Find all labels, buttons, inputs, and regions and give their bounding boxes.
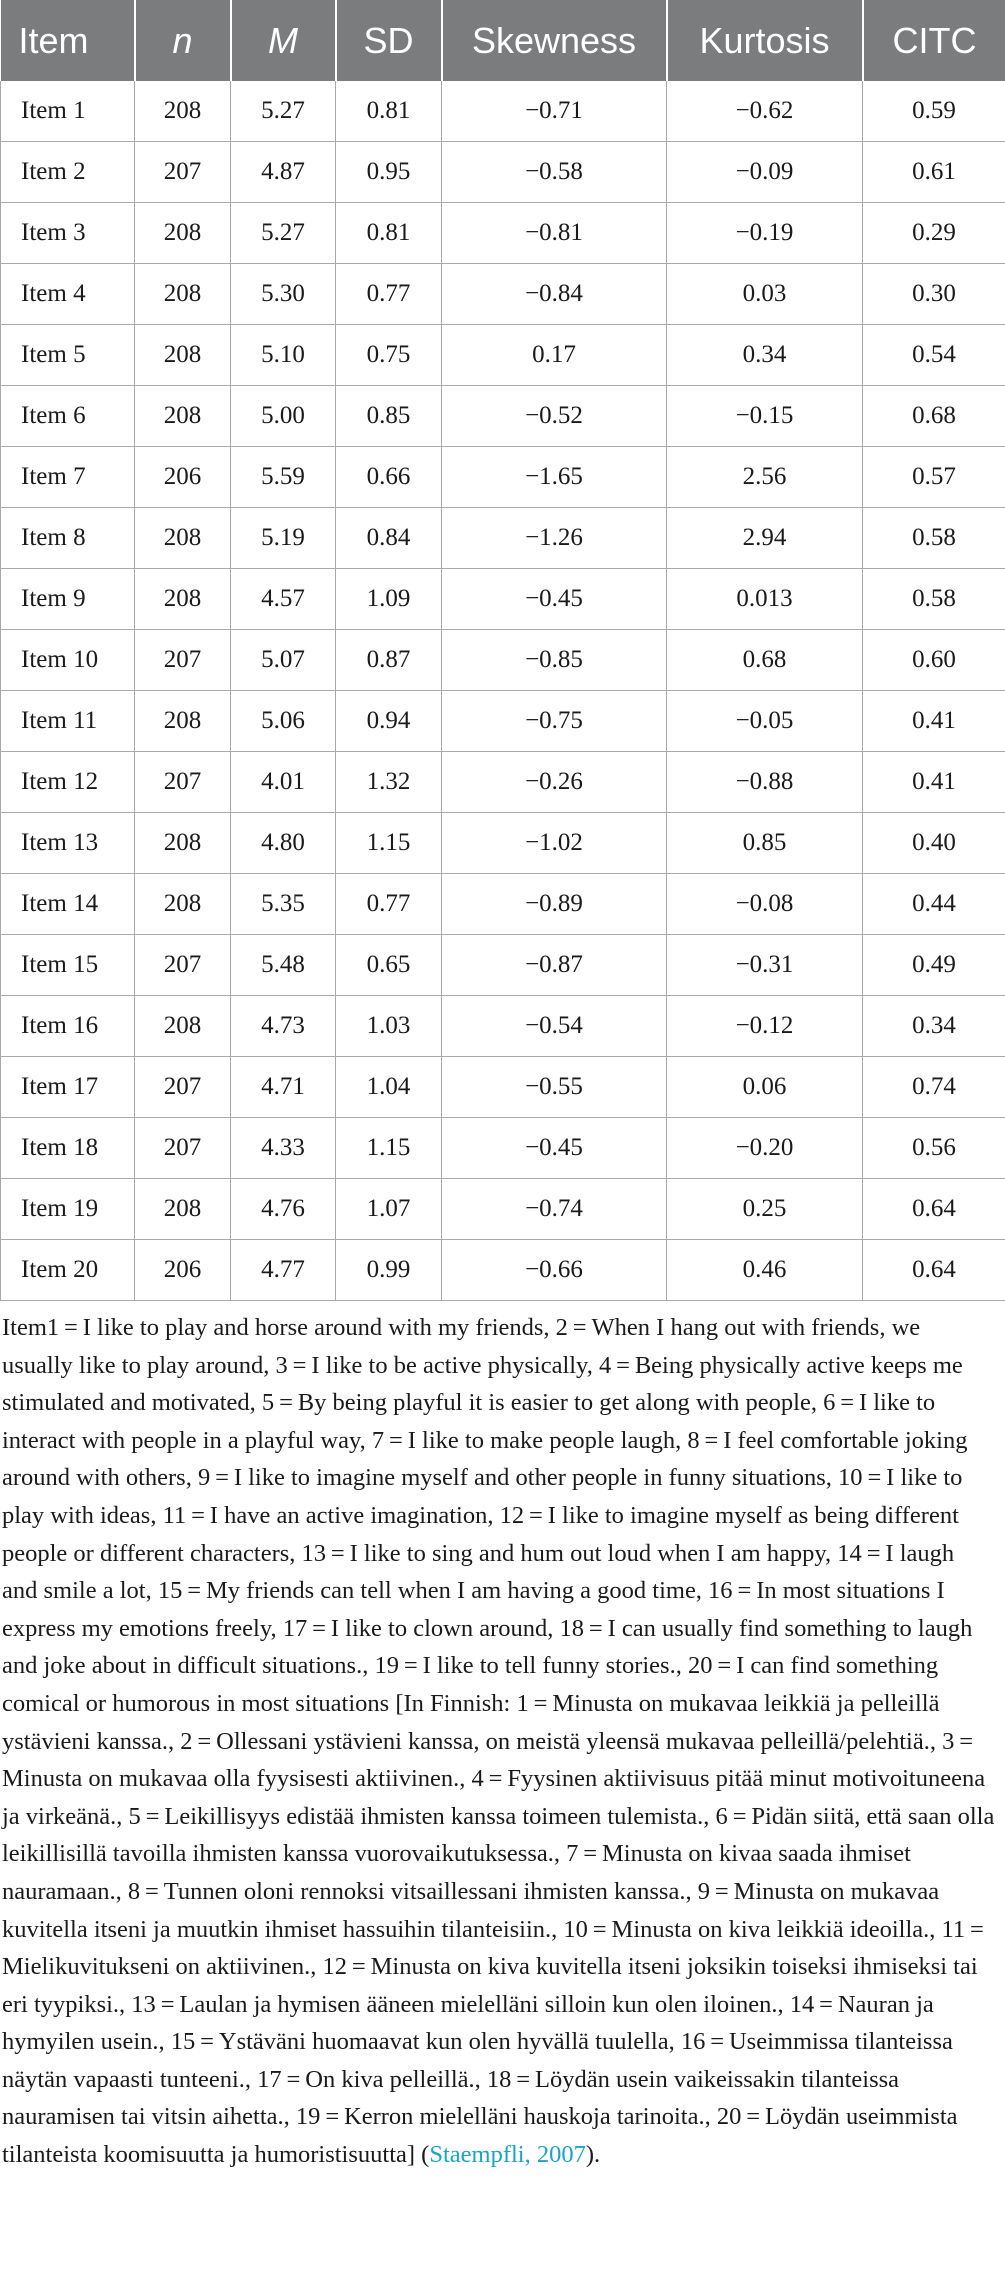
- item-cell: Item 12: [1, 752, 135, 813]
- sd-cell: 1.09: [336, 569, 442, 630]
- mean-cell: 4.73: [231, 996, 336, 1057]
- item-cell: Item 13: [1, 813, 135, 874]
- kurtosis-cell: 0.68: [667, 630, 863, 691]
- n-cell: 207: [135, 1118, 231, 1179]
- mean-cell: 5.27: [231, 81, 336, 142]
- citc-cell: 0.40: [863, 813, 1005, 874]
- sd-cell: 1.15: [336, 813, 442, 874]
- mean-cell: 5.07: [231, 630, 336, 691]
- table-row: [1, 630, 1005, 691]
- table-row: [1, 264, 1005, 325]
- header-citc: CITC: [863, 0, 1005, 81]
- n-cell: 207: [135, 142, 231, 203]
- citc-cell: 0.30: [863, 264, 1005, 325]
- citc-cell: 0.56: [863, 1118, 1005, 1179]
- item-cell: Item 5: [1, 325, 135, 386]
- item-cell: Item 17: [1, 1057, 135, 1118]
- mean-cell: 5.27: [231, 203, 336, 264]
- sd-cell: 0.84: [336, 508, 442, 569]
- item-cell: Item 11: [1, 691, 135, 752]
- table-row: [1, 81, 1005, 142]
- sd-cell: 0.95: [336, 142, 442, 203]
- item-cell: Item 3: [1, 203, 135, 264]
- citc-cell: 0.74: [863, 1057, 1005, 1118]
- skewness-cell: −0.45: [442, 569, 667, 630]
- header-n: n: [135, 0, 231, 81]
- skewness-cell: −1.02: [442, 813, 667, 874]
- item-cell: Item 4: [1, 264, 135, 325]
- kurtosis-cell: 0.46: [667, 1240, 863, 1301]
- item-cell: Item 7: [1, 447, 135, 508]
- n-cell: 206: [135, 447, 231, 508]
- citc-cell: 0.41: [863, 752, 1005, 813]
- item-cell: Item 2: [1, 142, 135, 203]
- citc-cell: 0.58: [863, 569, 1005, 630]
- item-cell: Item 20: [1, 1240, 135, 1301]
- sd-cell: 1.03: [336, 996, 442, 1057]
- citc-cell: 0.41: [863, 691, 1005, 752]
- footnote-closing: ).: [585, 2141, 601, 2169]
- mean-cell: 5.35: [231, 874, 336, 935]
- mean-cell: 4.01: [231, 752, 336, 813]
- item-cell: Item 18: [1, 1118, 135, 1179]
- mean-cell: 4.57: [231, 569, 336, 630]
- table-row: [1, 325, 1005, 386]
- n-cell: 207: [135, 935, 231, 996]
- n-cell: 208: [135, 874, 231, 935]
- n-cell: 207: [135, 752, 231, 813]
- citc-cell: 0.44: [863, 874, 1005, 935]
- table-row: [1, 1179, 1005, 1240]
- skewness-cell: −0.45: [442, 1118, 667, 1179]
- kurtosis-cell: −0.15: [667, 386, 863, 447]
- kurtosis-cell: 0.34: [667, 325, 863, 386]
- table-row: [1, 935, 1005, 996]
- sd-cell: 0.65: [336, 935, 442, 996]
- mean-cell: 5.06: [231, 691, 336, 752]
- sd-cell: 1.07: [336, 1179, 442, 1240]
- sd-cell: 0.85: [336, 386, 442, 447]
- table-row: [1, 142, 1005, 203]
- item-cell: Item 1: [1, 81, 135, 142]
- citc-cell: 0.64: [863, 1179, 1005, 1240]
- citc-cell: 0.54: [863, 325, 1005, 386]
- table-row: [1, 1118, 1005, 1179]
- n-cell: 208: [135, 569, 231, 630]
- skewness-cell: −0.85: [442, 630, 667, 691]
- citc-cell: 0.61: [863, 142, 1005, 203]
- skewness-cell: −0.58: [442, 142, 667, 203]
- footnote-text: Item1 = I like to play and horse around with my friends, 2 = When I hang out with friends, we usually like to play around, 3 = I like to be active physically, 4 = Being physically active keeps me stimulated and motivated, 5 = By being playful it is easier to get along with people, 6 = I like to interact with people in a playful way, 7 = I like to make people laugh, 8 = I feel comfortable joking around with others, 9 = I like to imagine myself and other people in funny situations, 10 = I like to play with ideas, 11 = I have an active imagination, 12 = I like to imagine myself as being different people or different characters, 13 = I like to sing and hum out loud when I am happy, 14 = I laugh and smile a lot, 15 = My friends can tell when I am having a good time, 16 = In most situations I express my emotions freely, 17 = I like to clown around, 18 = I can usually find something to laugh and joke about in difficult situations., 19 = I like to tell funny stories., 20 = I can find something comical or humorous in most situations [In Finnish: 1 = Minusta on mukavaa leikkiä ja pelleillä ystävieni kanssa., 2 = Ollessani ystävieni kanssa, on meistä yleensä mukavaa pelleillä/pelehtiä., 3 = Minusta on mukavaa olla fyysisesti aktiivinen., 4 = Fyysinen aktiivisuus pitää minut motivoituneena ja virkeänä., 5 = Leikillisyys edistää ihmisten kanssa toimeen tulemista., 6 = Pidän siitä, että saan olla leikillisillä tavoilla ihmisten kanssa vuorovaikutuksessa., 7 = Minusta on kivaa saada ihmiset nauramaan., 8 = Tunnen oloni rennoksi vitsaillessani ihmisten kanssa., 9 = Minusta on mukavaa kuvitella itseni ja muutkin ihmiset hassuihin tilanteisiin., 10 = Minusta on kiva leikkiä ideoilla., 11 = Mielikuvitukseni on aktiivinen., 12 = Minusta on kiva kuvitella itseni joksikin toiseksi ihmiseksi tai eri tyypiksi., 13 = Laulan ja hymisen ääneen mielelläni silloin kun olen iloinen., 14 = Nauran ja hymyilen usein., 15 = Ystäväni huomaavat kun olen hyvällä tuulella, 16 = Useimmissa tilanteissa näytän vapaasti tunteeni., 17 = On kiva pelleillä., 18 = Löydän usein vaikeissakin tilanteissa nauramisen tai vitsin aihetta., 19 = Kerron mielelläni hauskoja tarinoita., 20 = Löydän useimmista tilanteista koomisuutta ja humoristisuutta] (: [2, 1314, 995, 2169]
- item-cell: Item 6: [1, 386, 135, 447]
- kurtosis-cell: 0.25: [667, 1179, 863, 1240]
- sd-cell: 0.81: [336, 81, 442, 142]
- table-row: [1, 874, 1005, 935]
- citc-cell: 0.68: [863, 386, 1005, 447]
- citc-cell: 0.49: [863, 935, 1005, 996]
- skewness-cell: −0.66: [442, 1240, 667, 1301]
- n-cell: 208: [135, 264, 231, 325]
- kurtosis-cell: −0.09: [667, 142, 863, 203]
- table-row: [1, 813, 1005, 874]
- table-row: [1, 386, 1005, 447]
- citc-cell: 0.34: [863, 996, 1005, 1057]
- n-cell: 208: [135, 203, 231, 264]
- skewness-cell: −0.26: [442, 752, 667, 813]
- kurtosis-cell: −0.62: [667, 81, 863, 142]
- item-cell: Item 14: [1, 874, 135, 935]
- header-skewness: Skewness: [442, 0, 667, 81]
- skewness-cell: −0.54: [442, 996, 667, 1057]
- citc-cell: 0.58: [863, 508, 1005, 569]
- kurtosis-cell: −0.20: [667, 1118, 863, 1179]
- sd-cell: 1.32: [336, 752, 442, 813]
- kurtosis-cell: 0.06: [667, 1057, 863, 1118]
- mean-cell: 5.48: [231, 935, 336, 996]
- kurtosis-cell: 0.03: [667, 264, 863, 325]
- table-row: [1, 1057, 1005, 1118]
- item-cell: Item 9: [1, 569, 135, 630]
- sd-cell: 0.87: [336, 630, 442, 691]
- sd-cell: 0.99: [336, 1240, 442, 1301]
- mean-cell: 4.77: [231, 1240, 336, 1301]
- mean-cell: 5.59: [231, 447, 336, 508]
- n-cell: 208: [135, 1179, 231, 1240]
- table-row: [1, 203, 1005, 264]
- table-row: [1, 508, 1005, 569]
- table-footnote: [0, 1301, 1005, 2174]
- sd-cell: 0.94: [336, 691, 442, 752]
- kurtosis-cell: −0.12: [667, 996, 863, 1057]
- citc-cell: 0.60: [863, 630, 1005, 691]
- table-row: [1, 1240, 1005, 1301]
- sd-cell: 1.04: [336, 1057, 442, 1118]
- sd-cell: 0.75: [336, 325, 442, 386]
- n-cell: 208: [135, 691, 231, 752]
- citc-cell: 0.57: [863, 447, 1005, 508]
- n-cell: 208: [135, 508, 231, 569]
- header-mean: M: [231, 0, 336, 81]
- skewness-cell: 0.17: [442, 325, 667, 386]
- header-kurtosis: Kurtosis: [667, 0, 863, 81]
- skewness-cell: −0.87: [442, 935, 667, 996]
- table-body: [1, 81, 1005, 1301]
- kurtosis-cell: −0.88: [667, 752, 863, 813]
- table-row: [1, 447, 1005, 508]
- table-row: [1, 691, 1005, 752]
- kurtosis-cell: −0.08: [667, 874, 863, 935]
- table-header-row: [1, 0, 1005, 81]
- n-cell: 207: [135, 1057, 231, 1118]
- header-item: Item: [1, 0, 135, 81]
- citc-cell: 0.59: [863, 81, 1005, 142]
- skewness-cell: −0.52: [442, 386, 667, 447]
- skewness-cell: −0.55: [442, 1057, 667, 1118]
- n-cell: 208: [135, 996, 231, 1057]
- sd-cell: 0.81: [336, 203, 442, 264]
- mean-cell: 5.10: [231, 325, 336, 386]
- table-row: [1, 996, 1005, 1057]
- n-cell: 207: [135, 630, 231, 691]
- citation-link[interactable]: Staempfli, 2007: [429, 2141, 586, 2169]
- skewness-cell: −0.74: [442, 1179, 667, 1240]
- skewness-cell: −1.26: [442, 508, 667, 569]
- mean-cell: 4.80: [231, 813, 336, 874]
- mean-cell: 5.19: [231, 508, 336, 569]
- n-cell: 208: [135, 386, 231, 447]
- skewness-cell: −0.75: [442, 691, 667, 752]
- item-cell: Item 15: [1, 935, 135, 996]
- n-cell: 206: [135, 1240, 231, 1301]
- header-sd: SD: [336, 0, 442, 81]
- skewness-cell: −0.71: [442, 81, 667, 142]
- citc-cell: 0.29: [863, 203, 1005, 264]
- citc-cell: 0.64: [863, 1240, 1005, 1301]
- kurtosis-cell: 2.56: [667, 447, 863, 508]
- kurtosis-cell: −0.31: [667, 935, 863, 996]
- mean-cell: 4.87: [231, 142, 336, 203]
- table-row: [1, 569, 1005, 630]
- kurtosis-cell: 0.85: [667, 813, 863, 874]
- mean-cell: 4.33: [231, 1118, 336, 1179]
- skewness-cell: −0.81: [442, 203, 667, 264]
- kurtosis-cell: 0.013: [667, 569, 863, 630]
- skewness-cell: −0.84: [442, 264, 667, 325]
- n-cell: 208: [135, 81, 231, 142]
- item-cell: Item 19: [1, 1179, 135, 1240]
- table-row: [1, 752, 1005, 813]
- item-cell: Item 10: [1, 630, 135, 691]
- n-cell: 208: [135, 813, 231, 874]
- mean-cell: 4.71: [231, 1057, 336, 1118]
- mean-cell: 5.30: [231, 264, 336, 325]
- kurtosis-cell: −0.05: [667, 691, 863, 752]
- mean-cell: 5.00: [231, 386, 336, 447]
- sd-cell: 0.66: [336, 447, 442, 508]
- sd-cell: 0.77: [336, 264, 442, 325]
- item-cell: Item 8: [1, 508, 135, 569]
- skewness-cell: −1.65: [442, 447, 667, 508]
- item-cell: Item 16: [1, 996, 135, 1057]
- n-cell: 208: [135, 325, 231, 386]
- sd-cell: 0.77: [336, 874, 442, 935]
- sd-cell: 1.15: [336, 1118, 442, 1179]
- kurtosis-cell: 2.94: [667, 508, 863, 569]
- skewness-cell: −0.89: [442, 874, 667, 935]
- kurtosis-cell: −0.19: [667, 203, 863, 264]
- mean-cell: 4.76: [231, 1179, 336, 1240]
